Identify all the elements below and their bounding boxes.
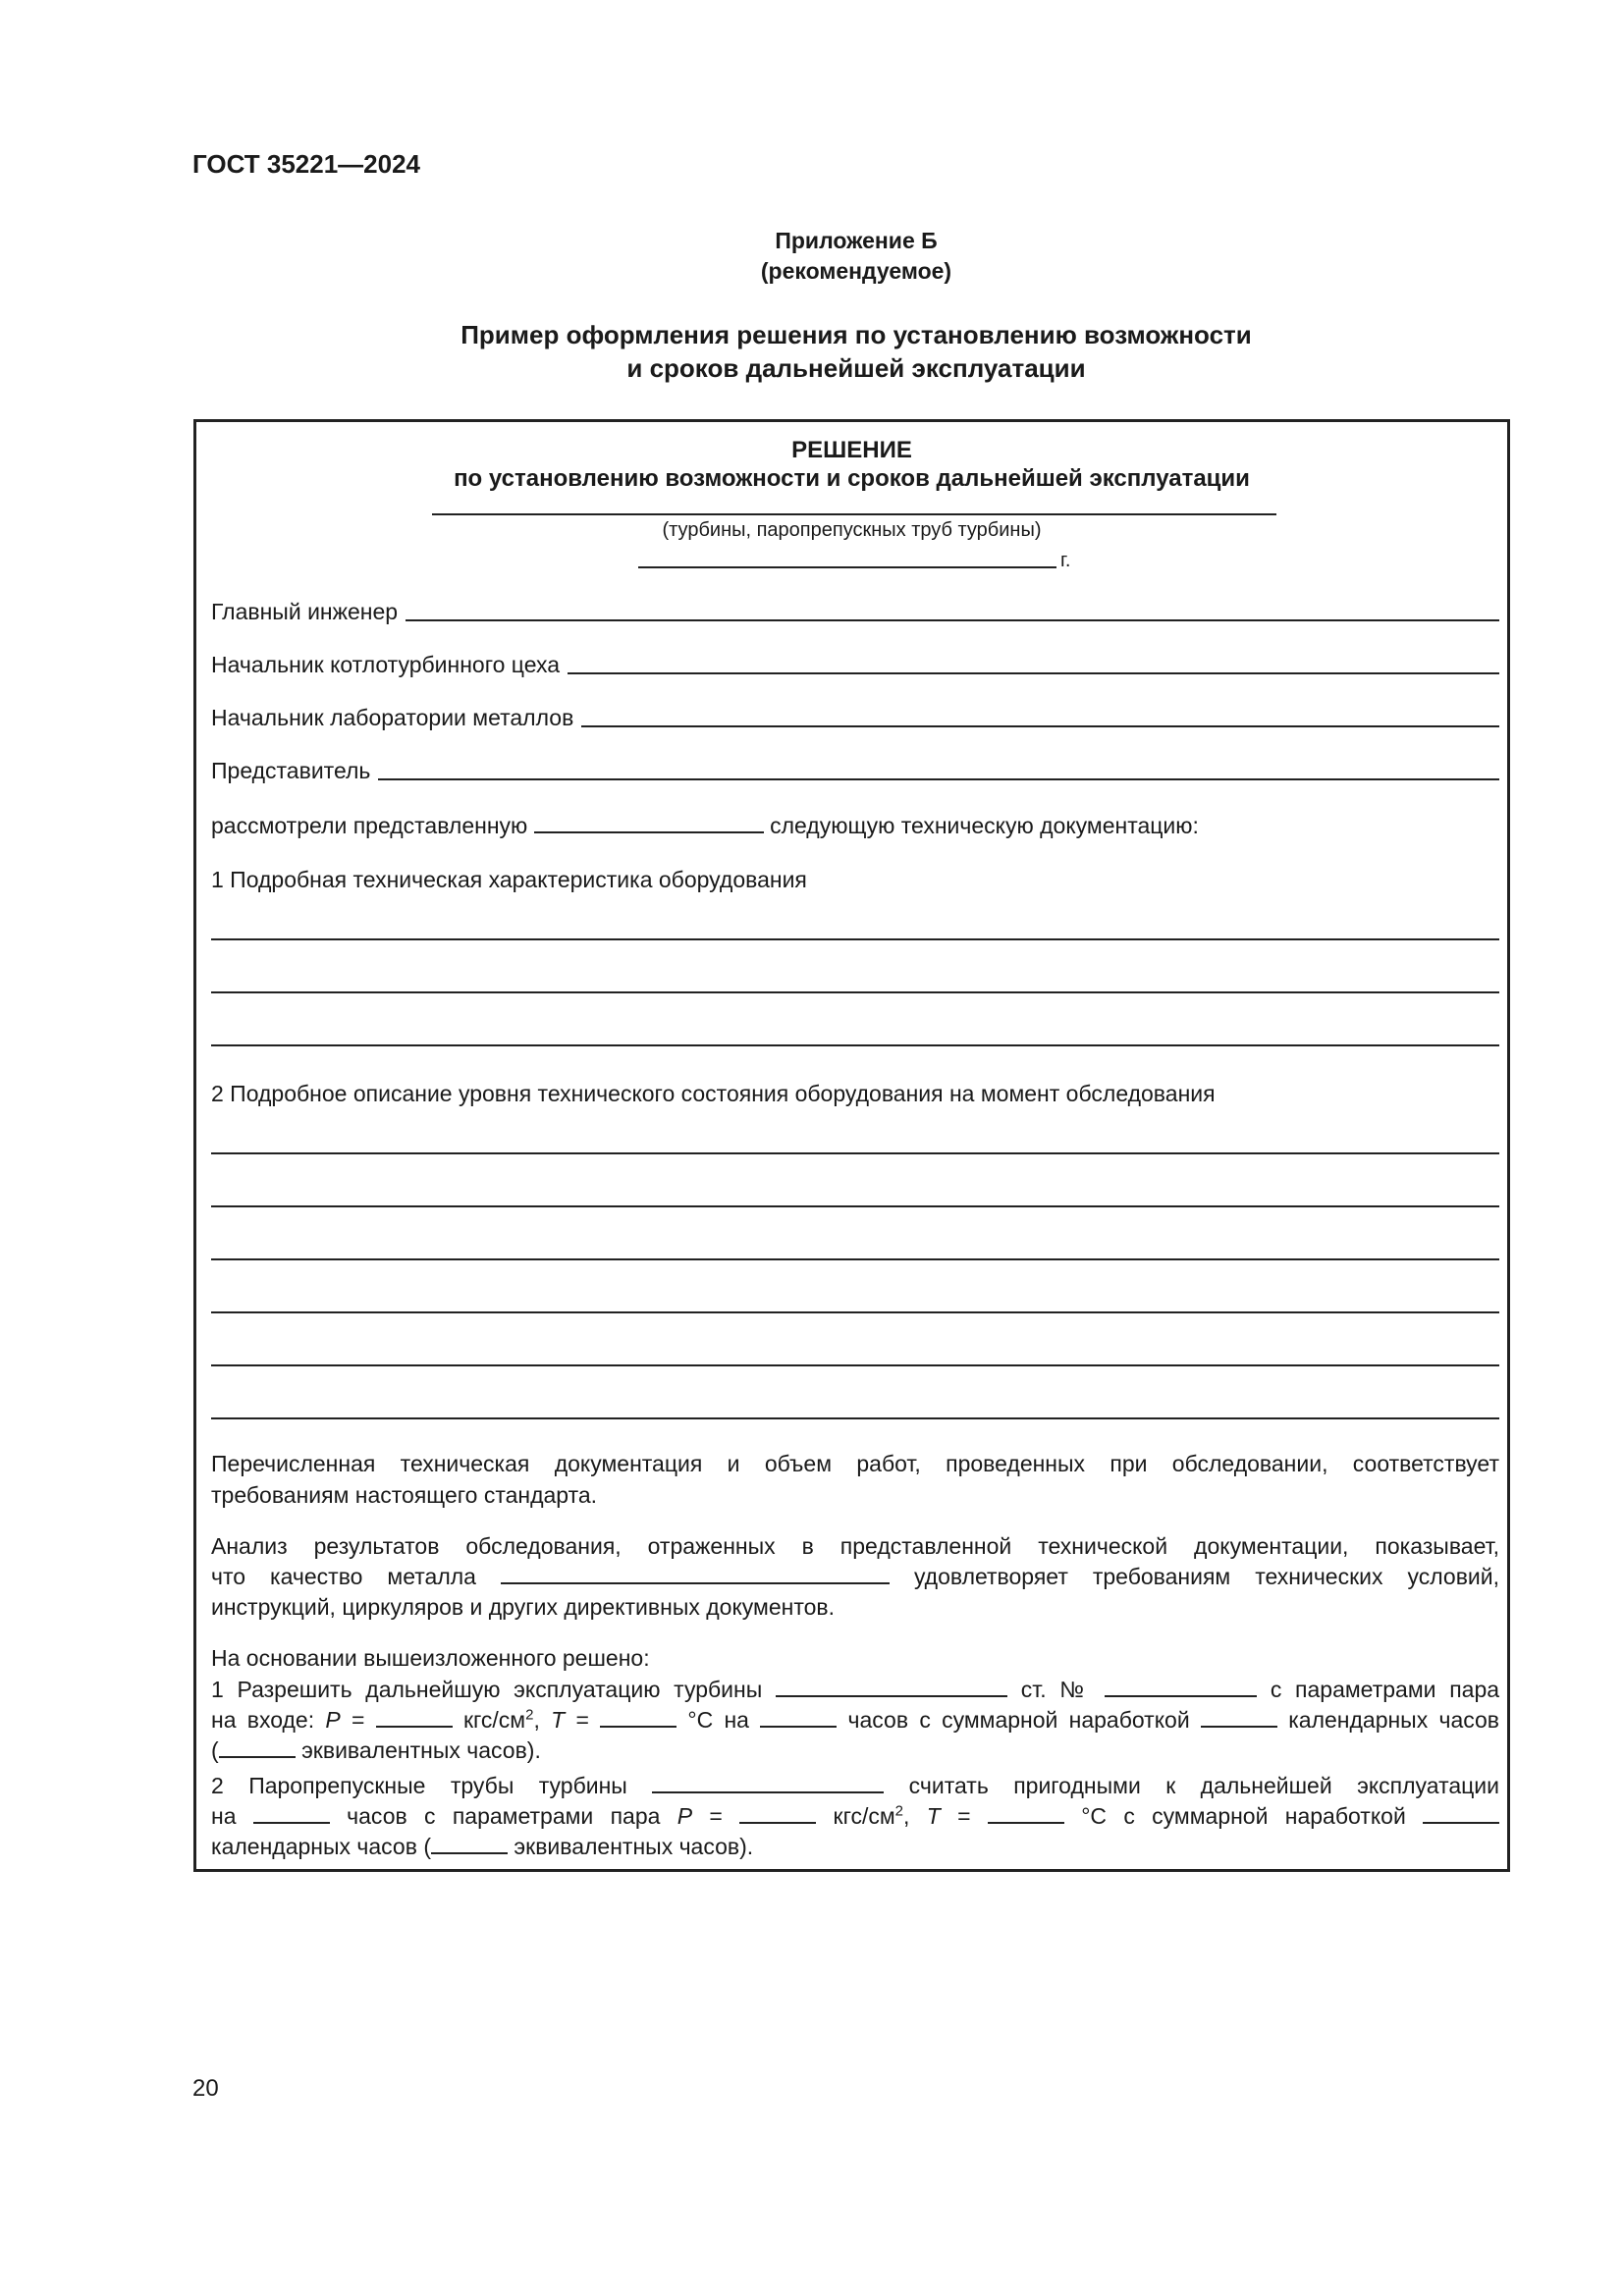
- object-line[interactable]: [432, 513, 1276, 515]
- d1-text-f: календарных часов: [1288, 1707, 1500, 1733]
- pipes-hours-blank[interactable]: [253, 1804, 330, 1824]
- decision1-line1: [211, 1675, 1499, 1705]
- d2-unit-p-text: кгс/см: [833, 1803, 895, 1829]
- d1-t-symbol: T: [551, 1707, 566, 1733]
- metal-blank[interactable]: [501, 1565, 890, 1584]
- form-subheading: по установлению возможности и сроков дальнейшей эксплуатации: [454, 465, 1250, 492]
- decision1-line3: [211, 1735, 541, 1766]
- decided-heading: На основании вышеизложенного решено:: [211, 1645, 650, 1671]
- d1-unit-t: °С на: [687, 1707, 749, 1733]
- item2-line-2[interactable]: [211, 1205, 1499, 1207]
- decision1-line2: [211, 1705, 1499, 1735]
- d1-open-paren: (: [211, 1737, 219, 1763]
- decision2-line2: [211, 1801, 1499, 1832]
- reviewed-suffix: следующую техническую документацию:: [770, 813, 1199, 838]
- d1-comma: ,: [533, 1707, 540, 1733]
- para2-line3: инструкций, циркуляров и других директивных документов.: [211, 1594, 835, 1620]
- standard-designation: ГОСТ 35221—2024: [192, 149, 420, 179]
- pipes-operating-time-blank[interactable]: [1423, 1804, 1499, 1824]
- equivalent-hours-blank[interactable]: [219, 1738, 296, 1758]
- para2-line2: [211, 1562, 1499, 1592]
- reviewed-blank[interactable]: [534, 814, 764, 833]
- item1-line-2[interactable]: [211, 991, 1499, 993]
- document-title-line2: и сроков дальнейшей эксплуатации: [626, 353, 1086, 383]
- d2-text-f: эквивалентных часов).: [514, 1834, 754, 1859]
- field-label: Главный инженер: [211, 599, 399, 624]
- d1-text-a: 1 Разрешить дальнейшую эксплуатацию турбины: [211, 1677, 763, 1702]
- d2-unit-t: °С с суммарной наработкой: [1081, 1803, 1406, 1829]
- field-metal-lab-head: [211, 705, 1499, 731]
- d2-unit-p: [834, 1803, 910, 1829]
- temperature-blank[interactable]: [600, 1708, 677, 1728]
- d1-p-symbol: P: [325, 1707, 341, 1733]
- d2-text-c: на: [211, 1803, 237, 1829]
- item2-line-1[interactable]: [211, 1152, 1499, 1154]
- d2-comma: ,: [903, 1803, 910, 1829]
- d2-text-d: часов с параметрами пара: [347, 1803, 661, 1829]
- form-heading: РЕШЕНИЕ: [791, 437, 912, 463]
- field-line[interactable]: [568, 671, 1499, 674]
- item1-line-3[interactable]: [211, 1044, 1499, 1046]
- item1-title: 1 Подробная техническая характеристика оборудования: [211, 867, 807, 892]
- d1-text-e: часов с суммарной наработкой: [847, 1707, 1190, 1733]
- page-number: 20: [192, 2075, 219, 2102]
- d2-eq-t: =: [957, 1803, 971, 1829]
- d1-text-d: на входе:: [211, 1707, 315, 1733]
- year-suffix: г.: [1060, 550, 1071, 571]
- d1-eq-p: =: [351, 1707, 365, 1733]
- para1-line2: требованиям настоящего стандарта.: [211, 1482, 598, 1508]
- decision2-line1: [211, 1771, 1499, 1801]
- para2-metal-label: что качество металла: [211, 1564, 476, 1589]
- appendix-title: Приложение Б: [775, 228, 938, 253]
- field-label: Начальник лаборатории металлов: [211, 705, 574, 730]
- d2-sup2: 2: [894, 1802, 904, 1820]
- pipes-equivalent-hours-blank[interactable]: [431, 1835, 508, 1854]
- field-chief-engineer: [211, 599, 1499, 625]
- item2-line-3[interactable]: [211, 1258, 1499, 1260]
- pipes-turbine-blank[interactable]: [652, 1774, 884, 1793]
- field-line[interactable]: [581, 724, 1499, 727]
- d1-text-b: ст. №: [1020, 1677, 1092, 1702]
- item2-line-4[interactable]: [211, 1311, 1499, 1313]
- d2-text-e: календарных часов (: [211, 1834, 431, 1859]
- d1-unit-p: [463, 1707, 540, 1733]
- field-line[interactable]: [406, 618, 1499, 621]
- operating-time-blank[interactable]: [1201, 1708, 1277, 1728]
- item1-line-1[interactable]: [211, 938, 1499, 940]
- pipes-pressure-blank[interactable]: [739, 1804, 816, 1824]
- para2-conditions: удовлетворяет требованиям технических условий,: [913, 1564, 1499, 1589]
- item2-title: 2 Подробное описание уровня технического состояния оборудования на момент обследования: [211, 1081, 1216, 1106]
- d2-t-symbol: T: [926, 1803, 941, 1829]
- d1-text-c: с параметрами пара: [1270, 1677, 1500, 1702]
- d2-eq-p: =: [709, 1803, 723, 1829]
- field-label: Начальник котлотурбинного цеха: [211, 652, 561, 677]
- item2-line-5[interactable]: [211, 1364, 1499, 1366]
- pipes-temperature-blank[interactable]: [988, 1804, 1064, 1824]
- appendix-type: (рекомендуемое): [760, 258, 952, 284]
- reviewed-line: [211, 812, 1199, 839]
- para2-line1: Анализ результатов обследования, отраженных в представленной технической документации, показывает,: [211, 1533, 1499, 1559]
- item2-line-6[interactable]: [211, 1417, 1499, 1419]
- document-title-line1: Пример оформления решения по установлению возможности: [460, 320, 1252, 349]
- object-hint: (турбины, паропрепускных труб турбины): [662, 519, 1042, 541]
- date-line[interactable]: [638, 566, 1056, 568]
- d1-unit-p-text: кгс/см: [462, 1707, 526, 1733]
- d1-text-h: эквивалентных часов).: [301, 1737, 541, 1763]
- turbine-blank[interactable]: [776, 1678, 1007, 1697]
- d2-p-symbol: P: [677, 1803, 693, 1829]
- hours-blank[interactable]: [760, 1708, 837, 1728]
- d2-text-a: 2 Паропрепускные трубы турбины: [211, 1773, 627, 1798]
- decision-form: [193, 419, 1510, 1872]
- pressure-blank[interactable]: [376, 1708, 453, 1728]
- decision2-line3: [211, 1832, 753, 1862]
- station-number-blank[interactable]: [1105, 1678, 1257, 1697]
- para1-line1: Перечисленная техническая документация и объем работ, проведенных при обследовании, соответствует: [211, 1451, 1499, 1476]
- field-boiler-turbine-head: [211, 652, 1499, 678]
- d2-text-b: считать пригодными к дальнейшей эксплуатации: [908, 1773, 1499, 1798]
- reviewed-prefix: рассмотрели представленную: [211, 813, 528, 838]
- d1-sup2: 2: [525, 1706, 534, 1724]
- field-label: Представитель: [211, 758, 371, 783]
- field-representative: [211, 758, 1499, 784]
- d1-eq-t: =: [575, 1707, 589, 1733]
- field-line[interactable]: [378, 777, 1499, 780]
